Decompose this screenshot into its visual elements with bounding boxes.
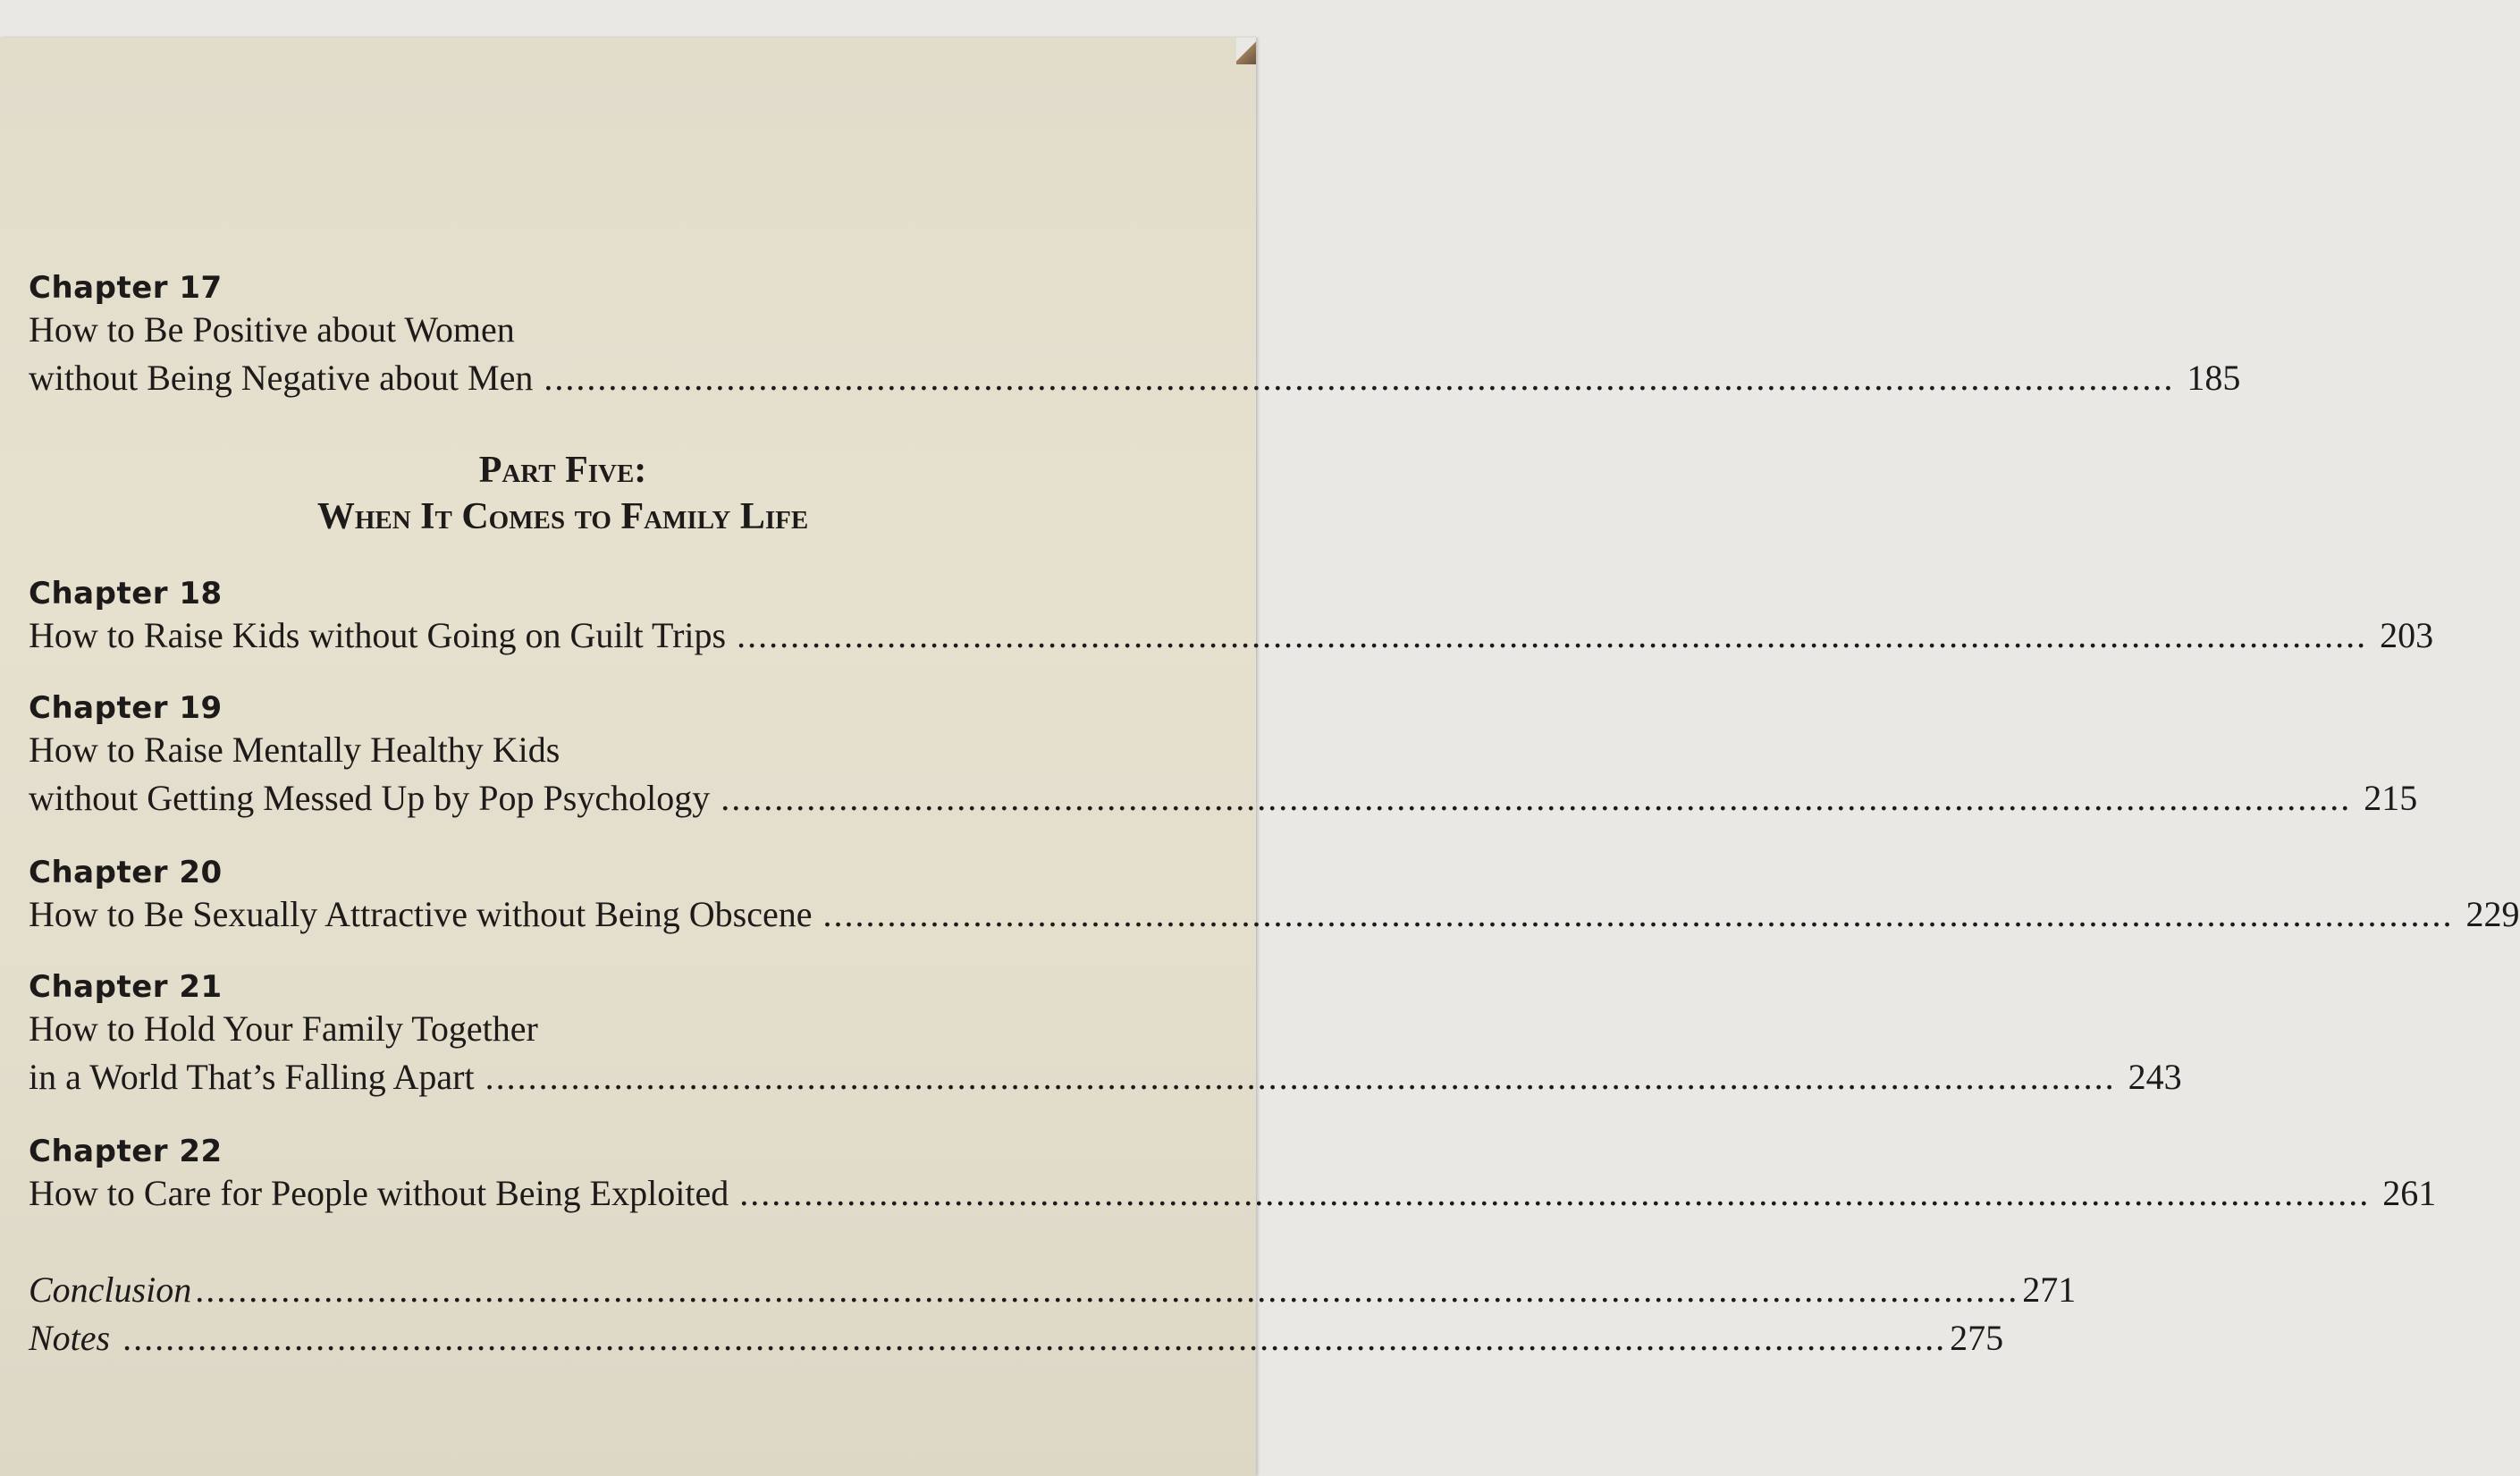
- dot-leader: ........................................................................................................................................................: [721, 778, 2352, 818]
- chapter-18-title-text: How to Raise Kids without Going on Guilt Trips: [29, 615, 727, 655]
- toc-entry-chapter-19: [29, 690, 2418, 822]
- toc-entry-back-matter: [29, 1266, 2077, 1362]
- chapter-20-page-number: 229: [2465, 894, 2520, 934]
- chapter-22-title-text: How to Care for People without Being Exploited: [29, 1173, 729, 1213]
- chapter-22-title-line1: [29, 1169, 2437, 1218]
- notes-page-number: 275: [1950, 1318, 2004, 1358]
- toc-entry-chapter-18: [29, 576, 2434, 660]
- conclusion-label: Conclusion: [29, 1269, 192, 1310]
- notes-label: Notes: [29, 1318, 111, 1358]
- part-five-title: When It Comes to Family Life: [316, 496, 809, 537]
- chapter-17-page-number: 185: [2187, 358, 2241, 398]
- chapter-19-title-line2: [29, 774, 2418, 822]
- page-corner: [1236, 38, 1256, 64]
- toc-entry-chapter-21: [29, 969, 2182, 1101]
- table-of-contents: [29, 270, 2520, 1362]
- book-page: [0, 38, 2520, 1476]
- chapter-19-page-number: 215: [2364, 778, 2418, 818]
- toc-entry-chapter-20: [29, 855, 2520, 939]
- chapter-17-label: Chapter 17: [29, 270, 223, 306]
- chapter-20-title-line1: [29, 890, 2520, 939]
- toc-entry-chapter-17: [29, 270, 2241, 402]
- chapter-21-title-text: in a World That’s Falling Apart: [29, 1057, 475, 1097]
- chapter-19-title-text: without Getting Messed Up by Pop Psychology: [29, 778, 711, 818]
- chapter-17-title-text: without Being Negative about Men: [29, 358, 534, 398]
- dot-leader: ..........................................................................................................................................................................: [195, 1269, 2019, 1310]
- dot-leader: ........................................................................................................................................................: [739, 1173, 2371, 1213]
- chapter-21-label: Chapter 21: [29, 969, 223, 1005]
- chapter-20-label: Chapter 20: [29, 855, 223, 890]
- chapter-18-page-number: 203: [2380, 615, 2434, 655]
- dot-leader: ........................................................................................................................................................: [485, 1057, 2116, 1097]
- part-five-label: Part Five:: [478, 450, 647, 491]
- chapter-22-label: Chapter 22: [29, 1134, 223, 1169]
- chapter-19-label: Chapter 19: [29, 690, 223, 726]
- part-five-heading: [29, 447, 1097, 540]
- chapter-19-title-line1: How to Raise Mentally Healthy Kids: [29, 730, 560, 770]
- dot-leader: ..........................................................................................................................................................................: [122, 1318, 1947, 1358]
- chapter-22-page-number: 261: [2382, 1173, 2437, 1213]
- conclusion-line: [29, 1266, 2077, 1314]
- chapter-17-title-line2: [29, 354, 2241, 402]
- chapter-18-title-line1: [29, 611, 2434, 660]
- chapter-21-page-number: 243: [2128, 1057, 2182, 1097]
- toc-entry-chapter-22: [29, 1134, 2437, 1218]
- chapter-21-title-line1: How to Hold Your Family Together: [29, 1008, 538, 1049]
- chapter-17-title-line1: How to Be Positive about Women: [29, 309, 515, 350]
- dot-leader: ........................................................................................................................................................: [822, 894, 2454, 934]
- conclusion-page-number: 271: [2022, 1269, 2077, 1310]
- notes-line: [29, 1314, 2004, 1362]
- dot-leader: ........................................................................................................................................................: [544, 358, 2175, 398]
- dot-leader: ........................................................................................................................................................: [737, 615, 2368, 655]
- chapter-21-title-line2: [29, 1053, 2182, 1101]
- chapter-20-title-text: How to Be Sexually Attractive without Being Obscene: [29, 894, 813, 934]
- chapter-18-label: Chapter 18: [29, 576, 223, 611]
